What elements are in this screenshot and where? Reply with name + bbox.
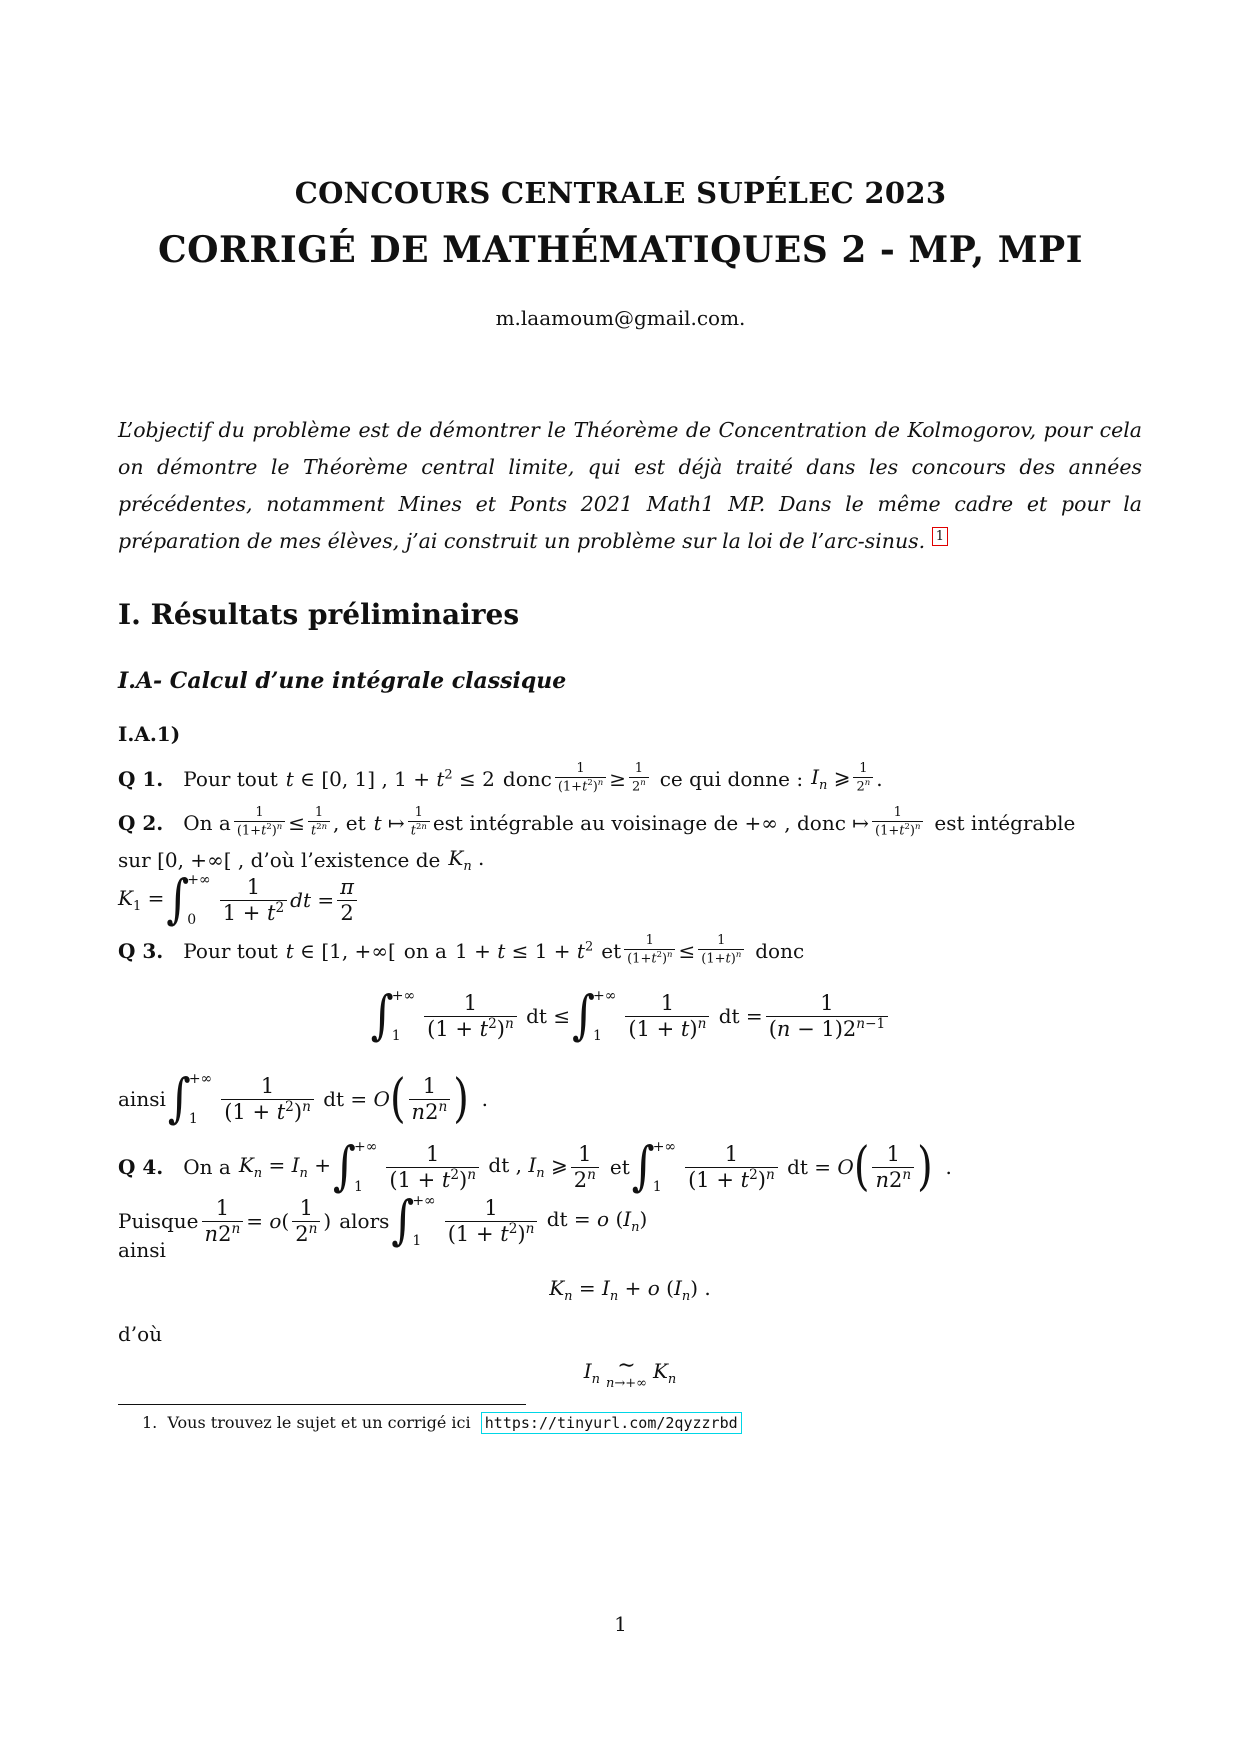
q3-d-frac-2: $\frac{1}{(1 + t)^n}$ bbox=[625, 991, 709, 1040]
q4-dou: d’où bbox=[118, 1322, 163, 1346]
q4-line: Q 4. On a $K_n = I_n$ + ∫ +∞ 1 $\frac{1}{(1 + t^2)^n}$ dt , $I_n$ ⩾ $\frac{1}{2^n}$ et ∫ +∞ 1 $\frac{1}{(1 + t^2)^n}$ dt = O ( $\frac{1}{n2^n}$ ) . bbox=[118, 1135, 952, 1197]
q1-math-2: $I_n$ ⩾ bbox=[811, 764, 851, 793]
q3-line: Q 3. Pour tout t ∈ [1, +∞[ on a $1 + t \le 1 + t^2$ et $\frac{1}{(1+t^2)^n}$ ≤ $\frac{1}{(1+t)^n}$ donc bbox=[118, 933, 805, 967]
q2-frac-2: $\frac{1}{t^{2n}}$ bbox=[308, 806, 330, 839]
q3-math-2: $1 + t \le 1 + t^2$ bbox=[454, 938, 594, 963]
q4-ainsi-line bbox=[118, 1238, 1142, 1262]
q3-ainsi-line: ainsi ∫ +∞ 1 $\frac{1}{(1 + t^2)^n}$ dt = O ( $\frac{1}{n2^n}$ ) . bbox=[118, 1067, 488, 1129]
q1-line: Q 1. Pour tout t ∈ [0, 1] , $1 + t^2 \le 2$ donc $\frac{1}{(1+t^2)^n}$ ≥ $\frac{1}{2^n}$ ce qui donne : $I_n$ ⩾ $\frac{1}{2^n}$ . bbox=[118, 761, 883, 795]
q1-label: Q 1. bbox=[118, 766, 164, 791]
q4-label: Q 4. bbox=[118, 1155, 164, 1179]
q3-label: Q 3. bbox=[118, 938, 164, 963]
abstract bbox=[118, 412, 1142, 560]
q2-line: Q 2. On a $\frac{1}{(1+t^2)^n}$ ≤ $\frac{1}{t^{2n}}$ , et t ↦ $\frac{1}{t^{2n}}$ est intégrable au voisinage de +∞ , donc ↦ $\frac{1}{(1+t^2)^n}$ est intégrable bbox=[118, 805, 1076, 839]
page-number: 1 bbox=[614, 1612, 627, 1636]
q2-text-2: , et bbox=[333, 810, 366, 835]
q4-dou-line bbox=[118, 1322, 1142, 1346]
integral-sign: ∫ +∞ 1 bbox=[572, 984, 617, 1046]
q4-frac-3: $\frac{1}{(1 + t^2)^n}$ bbox=[685, 1142, 778, 1191]
q3-text-3: et bbox=[601, 938, 622, 963]
q1-frac-3: $\frac{1}{2^n}$ bbox=[853, 762, 873, 795]
q2-k1-frac: $\frac{1}{1 + t^2}$ bbox=[220, 875, 287, 924]
subsubsection-title: I.A.1) bbox=[118, 722, 181, 746]
q4-display-equation: $K_n = I_n + o$ $(I_n)$ . bbox=[549, 1276, 711, 1304]
q4-puisque: Puisque bbox=[118, 1209, 199, 1233]
q4-alors: alors bbox=[339, 1209, 390, 1233]
q4-frac-1: $\frac{1}{(1 + t^2)^n}$ bbox=[386, 1142, 479, 1191]
q3-frac-2: $\frac{1}{(1+t)^n}$ bbox=[698, 934, 744, 967]
q3-text-4: donc bbox=[755, 938, 805, 963]
q3-display-inequality: ∫ +∞ 1 $\frac{1}{(1 + t^2)^n}$ dt ≤ ∫ +∞ 1 $\frac{1}{(1 + t)^n}$ dt = $\frac{1}{(n - 1)2^{n-1}}$ bbox=[118, 982, 1142, 1050]
q4-text-1: On a bbox=[183, 1155, 231, 1179]
q4-puisque-line: Puisque $\frac{1}{n2^n}$ = o( $\frac{1}{2^n}$ ) alors ∫ +∞ 1 $\frac{1}{(1 + t^2)^n}$ dt = o $(I_n)$ bbox=[118, 1189, 648, 1251]
q3-frac-1: $\frac{1}{(1+t^2)^n}$ bbox=[624, 934, 675, 967]
integral-sign: ∫ +∞ 1 bbox=[167, 1067, 213, 1129]
q4-frac-4: $\frac{1}{n2^n}$ bbox=[872, 1142, 914, 1191]
q3-text-2: on a bbox=[403, 938, 447, 963]
q4-text-2: et bbox=[609, 1155, 630, 1179]
q3-text-1: Pour tout bbox=[183, 938, 278, 963]
q1-text-2: donc bbox=[502, 766, 552, 791]
footnote bbox=[142, 1412, 742, 1434]
integral-sign: ∫ +∞ 1 bbox=[391, 1189, 436, 1251]
footnote-rule bbox=[118, 1404, 526, 1405]
q2-math-map: t ↦ bbox=[373, 810, 405, 835]
q1-text-1: Pour tout bbox=[183, 766, 278, 791]
header-contest: CONCOURS CENTRALE SUPÉLEC 2023 bbox=[294, 176, 947, 210]
integral-sign: ∫ +∞ 1 bbox=[631, 1135, 677, 1197]
footnote-url-link[interactable]: https://tinyurl.com/2qyzzrbd bbox=[481, 1412, 742, 1434]
q3-a-frac: $\frac{1}{(1 + t^2)^n}$ bbox=[221, 1074, 314, 1123]
author-email[interactable]: m.laamoum@gmail.com. bbox=[495, 306, 746, 330]
q2-frac-4: $\frac{1}{(1+t^2)^n}$ bbox=[872, 806, 923, 839]
footnote-ref-link[interactable]: 1 bbox=[932, 527, 948, 546]
header-title: CORRIGÉ DE MATHÉMATIQUES 2 - MP, MPI bbox=[158, 229, 1083, 271]
q3-o-frac: $\frac{1}{n2^n}$ bbox=[409, 1074, 451, 1123]
integral-sign: ∫ +∞ 1 bbox=[370, 984, 416, 1046]
q3-d-frac-3: $\frac{1}{(n - 1)2^{n-1}}$ bbox=[766, 991, 889, 1040]
q4-p-frac-1: $\frac{1}{n2^n}$ bbox=[202, 1196, 244, 1245]
equivalence-symbol: ∼ n→+∞ bbox=[605, 1353, 647, 1391]
section-title: I. Résultats préliminaires bbox=[118, 598, 520, 631]
q2-k1-formula: $K_1$ = ∫ +∞ 0 $\frac{1}{1 + t^2}$ dt = $\frac{\pi}{2}$ bbox=[118, 870, 1142, 930]
q2-text-4: est intégrable bbox=[934, 810, 1076, 835]
q2-text-5: sur [0, +∞[ , d’où l’existence de bbox=[118, 848, 441, 872]
q1-frac-2: $\frac{1}{2^n}$ bbox=[629, 762, 649, 795]
q3-math-1: t ∈ [1, +∞[ bbox=[285, 938, 396, 963]
footnote-text: Vous trouvez le sujet et un corrigé ici bbox=[167, 1413, 471, 1432]
q3-ainsi: ainsi bbox=[118, 1087, 166, 1111]
q4-frac-2: $\frac{1}{2^n}$ bbox=[571, 1142, 599, 1191]
q2-label: Q 2. bbox=[118, 810, 164, 835]
q4-equivalence: $I_n$ ∼ n→+∞ $K_n$ bbox=[583, 1353, 677, 1391]
q2-frac-3: $\frac{1}{t^{2n}}$ bbox=[408, 806, 430, 839]
q4-p-frac-3: $\frac{1}{(1 + t^2)^n}$ bbox=[445, 1196, 538, 1245]
q3-d-frac-1: $\frac{1}{(1 + t^2)^n}$ bbox=[424, 991, 517, 1040]
q2-frac-1: $\frac{1}{(1+t^2)^n}$ bbox=[234, 806, 285, 839]
q2-text-3: est intégrable au voisinage de +∞ , donc ↦ bbox=[432, 810, 870, 835]
q4-math-1: $K_n = I_n$ + bbox=[238, 1153, 332, 1181]
q2-k1-result: $\frac{\pi}{2}$ bbox=[337, 875, 357, 924]
integral-sign: ∫ +∞ 1 bbox=[333, 1135, 378, 1197]
q2-math-kn: $K_n$ . bbox=[448, 846, 485, 874]
q4-ainsi: ainsi bbox=[118, 1238, 166, 1262]
abstract-text: L’objectif du problème est de démontrer le Théorème de Concentration de Kolmogorov, pour cela on démontre le Théorème central limite, qui est déjà traité dans les concours des années précédentes, notamment Mines et Ponts 2021 Math1 MP. Dans le même cadre et pour la préparation de mes élèves, j’ai construit un problème sur la loi de l’arc-sinus. bbox=[118, 418, 1142, 553]
footnote-number: 1. bbox=[142, 1413, 158, 1432]
integral-sign: ∫ +∞ 0 bbox=[166, 868, 211, 930]
q1-math-1: t ∈ [0, 1] , $1 + t^2 \le 2$ bbox=[285, 766, 495, 791]
q2-text-1: On a bbox=[183, 810, 231, 835]
subsection-title: I.A- Calcul d’une intégrale classique bbox=[118, 668, 567, 694]
q4-p-frac-2: $\frac{1}{2^n}$ bbox=[292, 1196, 320, 1245]
q1-frac-1: $\frac{1}{(1+t^2)^n}$ bbox=[555, 762, 606, 795]
q1-text-3: ce qui donne : bbox=[659, 766, 804, 791]
